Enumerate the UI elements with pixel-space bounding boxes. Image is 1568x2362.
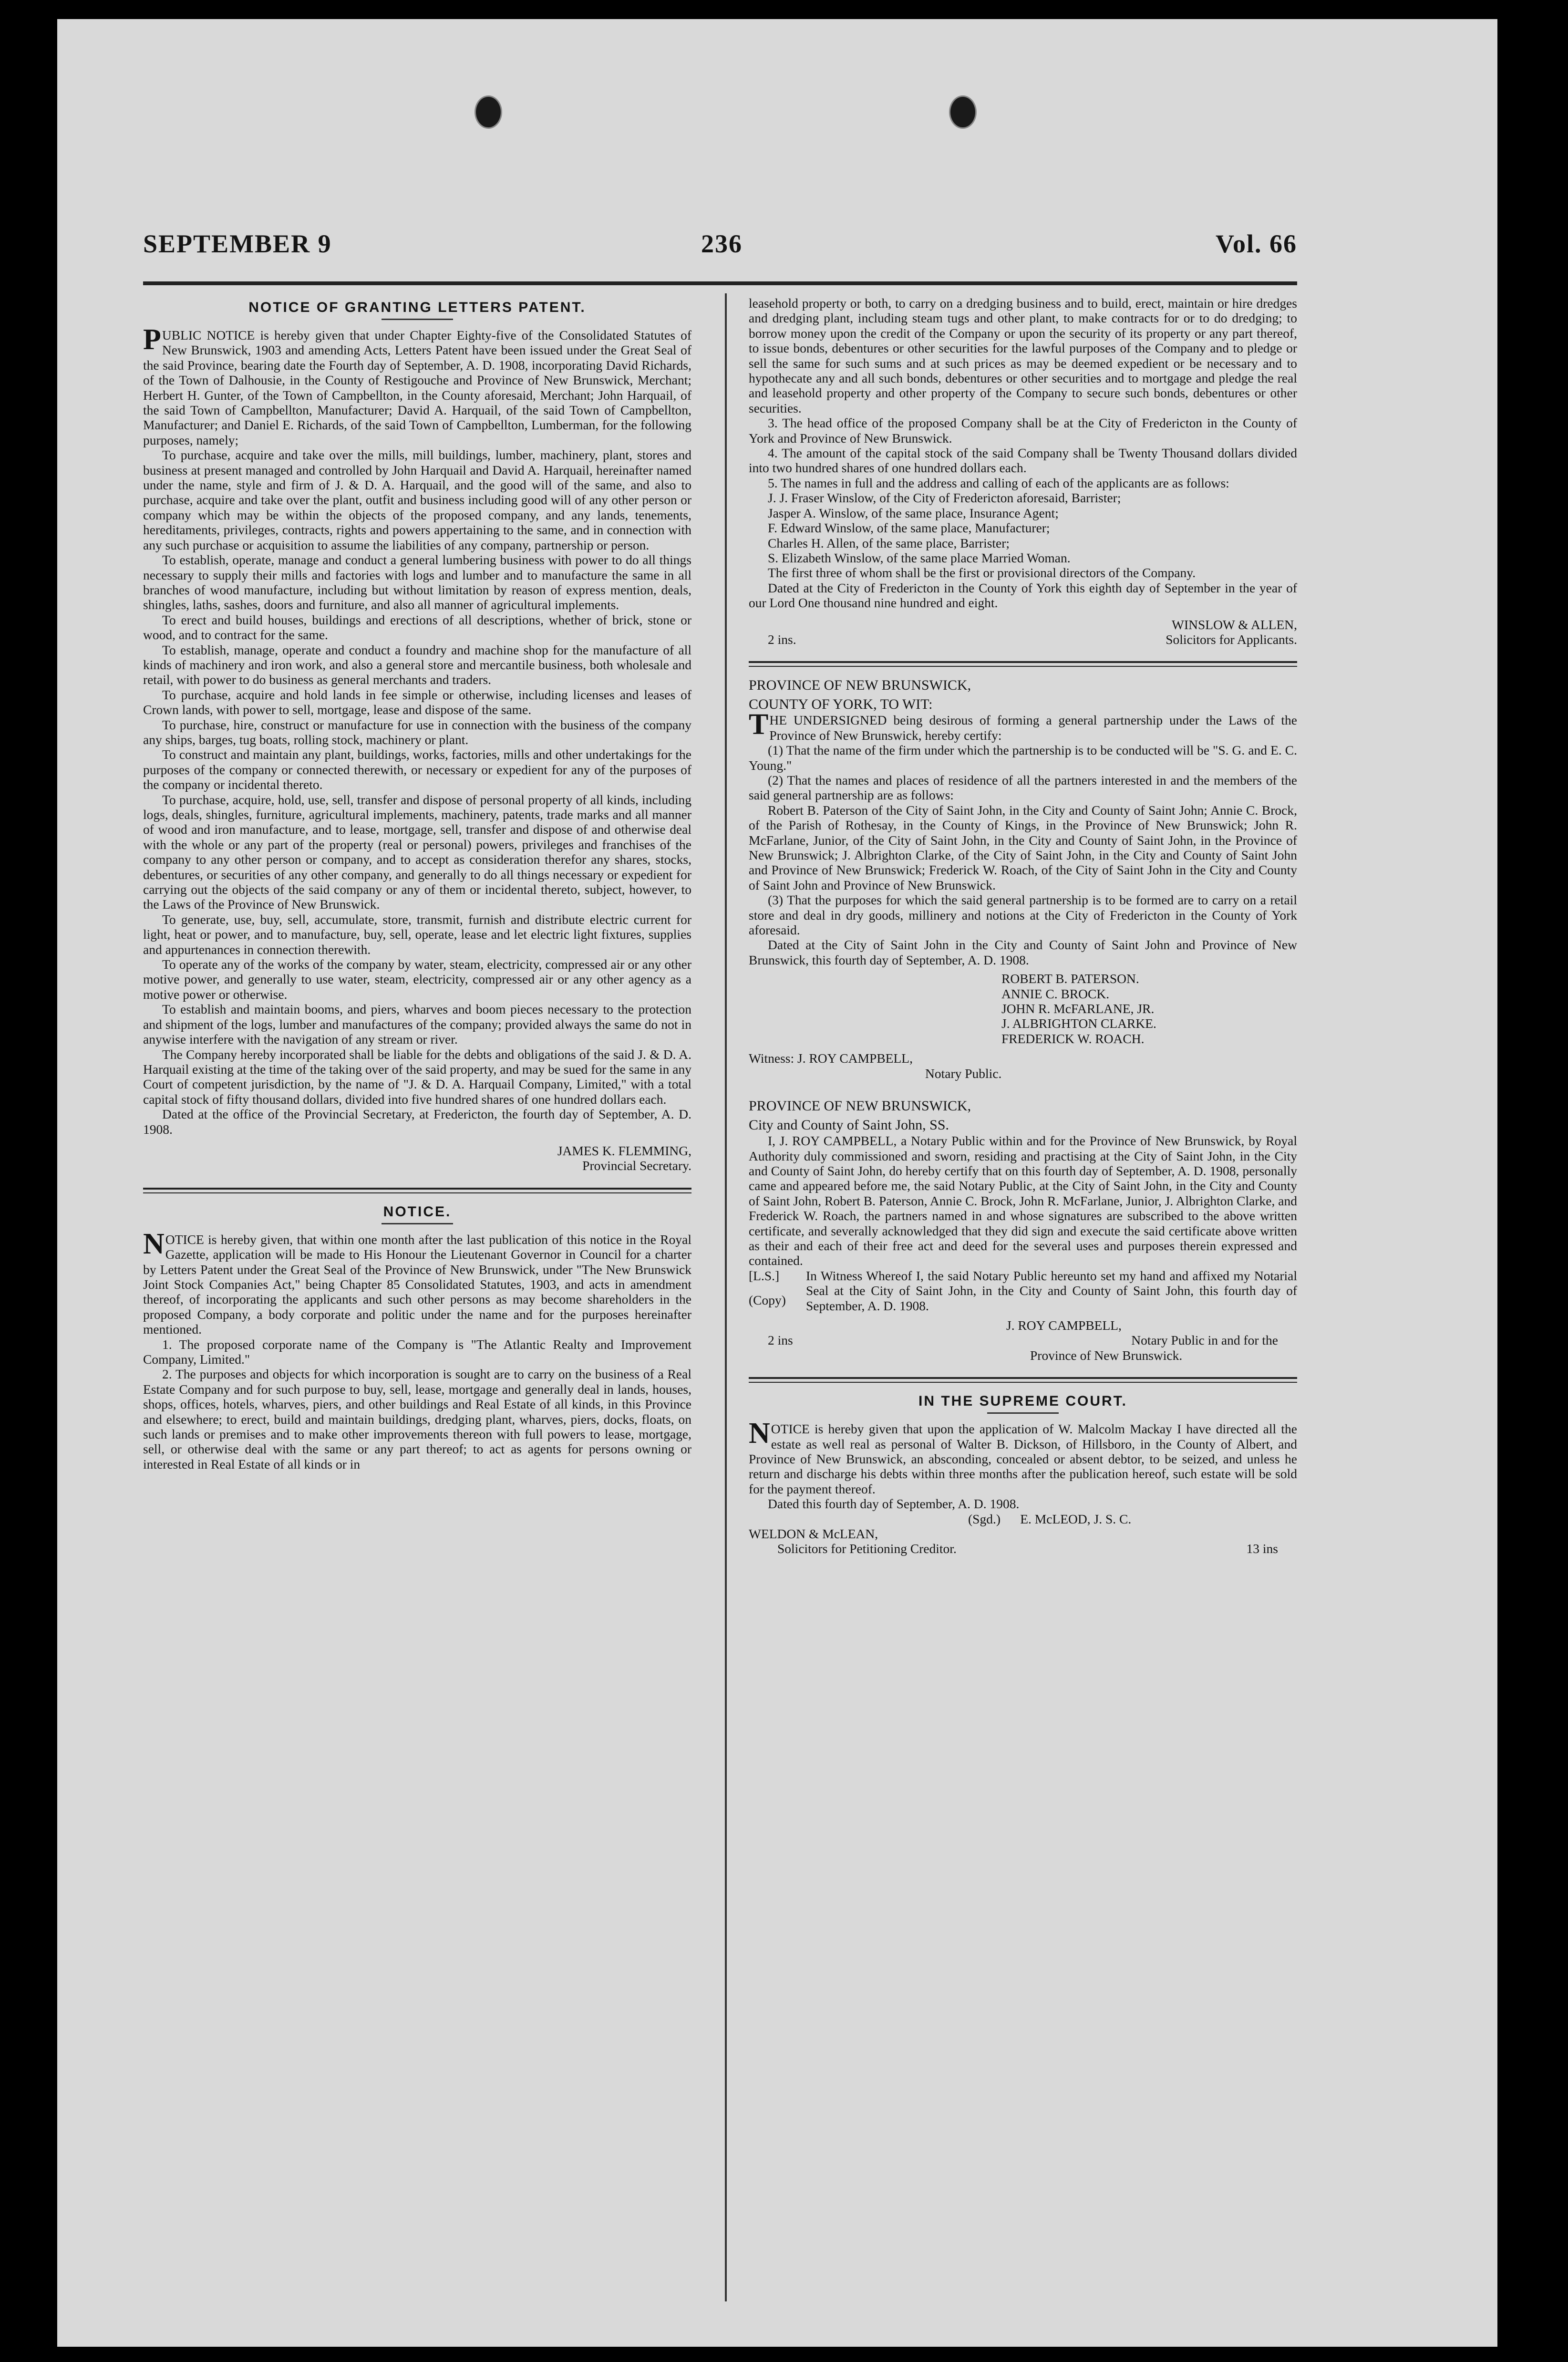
right-column <box>749 296 1297 1556</box>
signature-row <box>749 1333 1297 1347</box>
notice-paragraph: To purchase, acquire and hold lands in fee simple or otherwise, including licenses and leases of Crown lands, with power to sell, mortgage, lease and dispose of the same. <box>143 687 691 717</box>
page-header <box>143 229 1297 267</box>
section-title: IN THE SUPREME COURT. <box>918 1393 1128 1409</box>
signatory-name: ROBERT B. PATERSON. <box>1001 971 1139 986</box>
firm-name: WELDON & McLEAN, <box>749 1526 878 1542</box>
notice-paragraph: (3) That the purposes for which the said general partnership is to be formed are to carry on a retail store and deal in dry goods, millinery and notions at the City of Fredericton in the County of York aforesaid. <box>749 892 1297 938</box>
spacer <box>749 1081 1297 1095</box>
applicant-line: Jasper A. Winslow, of the same place, Insurance Agent; <box>768 505 1059 520</box>
notice-paragraph: (2) That the names and places of residence of all the partners interested in and the members of the said general partnership are as follows: <box>749 772 1297 803</box>
applicant-line: J. J. Fraser Winslow, of the City of Fredericton aforesaid, Barrister; <box>768 490 1121 506</box>
notice-paragraph: 3. The head office of the proposed Company shall be at the City of Fredericton in the County of York and Province of New Brunswick. <box>749 415 1297 445</box>
header-rule <box>143 281 1297 285</box>
insertion-count: 2 ins. <box>768 632 796 647</box>
title-rule <box>382 1223 453 1224</box>
dated-line: Dated this fourth day of September, A. D. 1908. <box>768 1496 1020 1512</box>
firm-title: Solicitors for Petitioning Creditor. <box>777 1541 957 1556</box>
notice-paragraph: The first three of whom shall be the first or provisional directors of the Company. <box>768 565 1196 580</box>
column-divider <box>725 293 727 2301</box>
insertion-count: 13 ins <box>1246 1541 1278 1556</box>
seal-labels <box>749 1268 796 1313</box>
insertion-count: 2 ins <box>768 1333 793 1348</box>
notice-paragraph: (1) That the name of the firm under which the partnership is to be conducted will be "S. G. and E. C. Young." <box>749 743 1297 773</box>
notice-paragraph: The Company hereby incorporated shall be liable for the debts and obligations of the said J. & D. A. Harquail existing at the time of the taking over of the said property, and may be sued for the same in any Court of competent jurisdiction, by the name of "J. & D. A. Harquail Company, Limited," with a total capital stock of fifty thousand dollars, divided into five hundred shares of one hundred dollars each. <box>143 1046 691 1107</box>
court-paragraph: NOTICE is hereby given that upon the application of W. Malcolm Mackay I have directed all the estate as well real as personal of Walter B. Dickson, of Hillsboro, in the County of Albert, and Province of New Brunswick, an absconding, concealed or absent debtor, to be seized, and unless he return and discharge his debts within three months after the publication hereof, such estate will be sold for the payment thereof. <box>749 1417 1297 1496</box>
signature-row <box>749 1541 1297 1556</box>
notice-paragraph: To purchase, acquire and take over the mills, mill buildings, lumber, machinery, plant, stores and business at present managed and controlled by John Harquail and David A. Harquail, hereinafter named under the name, style and firm of J. & D. A. Harquail, and the good will of the same, and also to purchase, acquire and take over the plant, outfit and business including good will of any other person or company which may be within the objects of the proposed company, and any lands, tenements, hereditaments, privileges, contracts, rights and powers appertaining to the same, and in connection with any such purchase or acquisition to assume the liabilities of any company, partnership or person. <box>143 447 691 552</box>
notice-paragraph: PUBLIC NOTICE is hereby given that under Chapter Eighty-five of the Consolidated Statutes of New Brunswick, 1903 and amending Acts, Letters Patent have been issued under the Great Seal of the said Province, bearing date the Fourth day of September, A. D. 1908, incorporating David Richards, of the Town of Dalhousie, in the County of Restigouche and Province of New Brunswick, Merchant; Herbert H. Gunter, of the Town of Campbellton, in the County aforesaid, Merchant; John Harquail, of the said Town of Campbellton, Manufacturer; David A. Harquail, of the said Town of Campbellton, Manufacturer; and Daniel E. Richards, of the said Town of Campbellton, Lumberman, for the following purposes, namely; <box>143 323 691 447</box>
section-rule <box>749 1377 1297 1383</box>
notice-paragraph: To generate, use, buy, sell, accumulate, store, transmit, furnish and distribute electric current for light, heat or power, and to manufacture, buy, sell, operate, lease and let electric light fixtures, supplies and appurtenances in connection therewith. <box>143 912 691 957</box>
copy-label: (Copy) <box>749 1293 786 1308</box>
volume-number: Vol. 66 <box>1215 229 1297 258</box>
applicant-line: S. Elizabeth Winslow, of the same place Married Woman. <box>768 550 1071 565</box>
left-column <box>143 296 691 1471</box>
notice-paragraph: 5. The names in full and the address and calling of each of the applicants are as follows: <box>768 475 1229 490</box>
notice-paragraph: Dated at the office of the Provincial Secretary, at Fredericton, the fourth day of September, A. D. 1908. <box>143 1107 691 1137</box>
province-heading: PROVINCE OF NEW BRUNSWICK, <box>749 677 971 694</box>
witness-title: Notary Public. <box>925 1066 1002 1081</box>
notice-paragraph: THE UNDERSIGNED being desirous of forming a general partnership under the Laws of the Province of New Brunswick, hereby certify: <box>749 708 1297 743</box>
notice-paragraph: 4. The amount of the capital stock of the said Company shall be Twenty Thousand dollars divided into two hundred shares of one hundred dollars each. <box>749 445 1297 476</box>
section-title: NOTICE OF GRANTING LETTERS PATENT. <box>248 300 586 315</box>
section-rule <box>143 1188 691 1193</box>
signer-name: JAMES K. FLEMMING, <box>557 1143 691 1158</box>
notice-paragraph: To establish, manage, operate and conduct a foundry and machine shop for the manufacture of all kinds of machinery and iron work, and also a general store and mercantile business, both wholesale and retail, with power to do business as general merchants and traders. <box>143 642 691 687</box>
notice-paragraph: To operate any of the works of the company by water, steam, electricity, compressed air or any other motive power, and generally to use water, steam, electricity, compressed air or any other agency as a motive power or otherwise. <box>143 957 691 1002</box>
signatory-name: JOHN R. McFARLANE, JR. <box>1001 1001 1155 1016</box>
notice-paragraph: 1. The proposed corporate name of the Company is "The Atlantic Realty and Improvement Company, Limited." <box>143 1336 691 1367</box>
section-rule <box>749 661 1297 667</box>
notice-paragraph: Robert B. Paterson of the City of Saint John, in the City and County of Saint John; Annie C. Brock, of the Parish of Rothesay, in the County of Kings, in the Province of New Brunswick; John R. McFarlane, Junior, of the City of Saint John, in the City and County of Saint John, in the Province of New Brunswick; J. Albrighton Clarke, of the City of Saint John, in the City and County of Saint John and Province of New Brunswick; Frederick W. Roach, of the City of Saint John in the City and County of Saint John and Province of New Brunswick. <box>749 802 1297 892</box>
signatory-name: ANNIE C. BROCK. <box>1001 986 1110 1001</box>
judge-signature <box>749 1512 1297 1526</box>
seal-row <box>749 1268 1297 1313</box>
title-rule <box>382 319 453 320</box>
notice-paragraph: leasehold property or both, to carry on a dredging business and to build, erect, maintain or hire dredges and dredging plant, including steam tugs and other plant, to make contracts for or to do dredging; to borrow money upon the credit of the Company or upon the security of its property or any part thereof, to issue bonds, debentures or other securities for the lawful purposes of the Company and to pledge or sell the same for such sums and at such prices as may be deemed expedient or be necessary and to hypothecate any and all such bonds, debentures or other securities and to mortgage and pledge the real and leasehold property and other property of the Company to secure such bonds, debentures or other securities. <box>749 296 1297 415</box>
signer-title: Provincial Secretary. <box>582 1158 691 1173</box>
notice-paragraph: To purchase, hire, construct or manufacture for use in connection with the business of the company any ships, barges, tug boats, rolling stock, machinery or plant. <box>143 717 691 747</box>
signer-name: J. ROY CAMPBELL, <box>1006 1317 1122 1333</box>
notice-paragraph: To establish and maintain booms, and piers, wharves and boom pieces necessary to the protection and shipment of the logs, lumber and manufactures of the company; provided always the same do not in anywise interfere with the navigation of any stream or river. <box>143 1002 691 1047</box>
signatory-name: J. ALBRIGHTON CLARKE. <box>1001 1016 1156 1031</box>
signature-row <box>749 632 1297 647</box>
notice-paragraph: 2. The purposes and objects for which incorporation is sought are to carry on the business of a Real Estate Company and for such purpose to buy, sell, lease, mortgage and generally deal in lands, houses, shops, offices, hotels, wharves, piers, and other buildings and Real Estate of all kinds, in this Province and elsewhere; to erect, build and maintain buildings, dredging plant, wharves, piers, docks, floats, on such lands or premises and to make other improvements thereon with full powers to lease, mortgage, sell, or otherwise deal with the same or any part thereof; to act as agents for persons owning or interested in Real Estate of all kinds or in <box>143 1367 691 1471</box>
judge-name: E. McLEOD, J. S. C. <box>1020 1511 1132 1526</box>
notice-paragraph: To purchase, acquire, hold, use, sell, transfer and dispose of personal property of all kinds, including logs, deals, shingles, furniture, agricultural implements, machinery, patents, trade marks and all manner of wood and iron manufacture, and to lease, mortgage, sell, transfer and dispose of and otherwise deal with the whole or any part of the property (real or personal) powers, privileges and franchises of the company to any other person or company, and to accept as consideration therefor any shares, stocks, debentures, or securities of any other company, and generally to do all things necessary or expedient for carrying out the objects of the said company or any of them or incidental thereto, subject, however, to the Laws of the Province of New Brunswick. <box>143 792 691 912</box>
notice-paragraph: Dated at the City of Saint John in the City and County of Saint John and Province of New Brunswick, this fourth day of September, A. D. 1908. <box>749 937 1297 967</box>
signer-title: Province of New Brunswick. <box>1030 1347 1183 1363</box>
witness-line: Witness: J. ROY CAMPBELL, <box>749 1051 913 1066</box>
seal-label: [L.S.] <box>749 1268 780 1283</box>
applicant-line: F. Edward Winslow, of the same place, Manufacturer; <box>768 520 1050 536</box>
notary-paragraph: I, J. ROY CAMPBELL, a Notary Public within and for the Province of New Brunswick, by Royal Authority duly commissioned and sworn, residing and practising at the City of Saint John, in the City and County of Saint John, do hereby certify that on this fourth day of September, A. D. 1908, personally came and appeared before me, the said Notary Public, at the City of Saint John, in the City and County of Saint John, Robert B. Paterson, Annie C. Brock, John R. McFarlane, Junior, J. Albrighton Clarke, and Frederick W. Roach, the partners named in and whose signatures are subscribed to the above written certificate, and severally acknowledged that they did sign and execute the said certificate above written as their and each of their free act and deed for the several uses and purposes therein expressed and contained. <box>749 1133 1297 1268</box>
applicant-line: Charles H. Allen, of the same place, Barrister; <box>768 535 1010 550</box>
county-heading: City and County of Saint John, SS. <box>749 1117 949 1133</box>
signer-name: WINSLOW & ALLEN, <box>1172 617 1297 632</box>
spacer <box>749 1283 796 1293</box>
punch-hole <box>475 95 502 129</box>
signatory-name: FREDERICK W. ROACH. <box>1001 1031 1145 1046</box>
page-number: 236 <box>701 229 743 258</box>
notice-paragraph: NOTICE is hereby given, that within one month after the last publication of this notice in the Royal Gazette, application will be made to His Honour the Lieutenant Governor in Council for a charter by Letters Patent under the Great Seal of the Province of New Brunswick, under "The New Brunswick Joint Stock Companies Act," being Chapter 85 Consolidated Statutes, 1903, and acts in amendment thereof, of incorporating the applicants and such other persons as may become shareholders in the proposed Company, a body corporate and politic under the name and for the purposes hereinafter mentioned. <box>143 1227 691 1337</box>
province-heading: PROVINCE OF NEW BRUNSWICK, <box>749 1098 971 1114</box>
notice-paragraph: Dated at the City of Fredericton in the County of York this eighth day of September in the year of our Lord One thousand nine hundred and eight. <box>749 580 1297 611</box>
notice-paragraph: To erect and build houses, buildings and erections of all descriptions, whether of brick, stone or wood, and to contract for the same. <box>143 612 691 642</box>
notice-paragraph: To construct and maintain any plant, buildings, works, factories, mills and other undertakings for the purposes of the company or connected therewith, or necessary or expedient for any of the purposes of the company or incidental thereto. <box>143 747 691 792</box>
header-date: SEPTEMBER 9 <box>143 229 332 258</box>
punch-hole <box>949 95 977 129</box>
signatories-list <box>749 971 1297 1046</box>
sgd-label: (Sgd.) <box>968 1511 1001 1526</box>
notice-paragraph: To establish, operate, manage and conduct a general lumbering business with power to do all things necessary to supply their mills and factories with logs and lumber and to manufacture the same in all branches of wood manufacture, including but without limitation by reason of express mention, deals, shingles, laths, sashes, doors and furniture, and also all manner of agricultural implements. <box>143 552 691 612</box>
witness-whereof: In Witness Whereof I, the said Notary Public hereunto set my hand and affixed my Notarial Seal at the City of Saint John, in the City and County of Saint John, this fourth day of September, A. D. 1908. <box>806 1268 1297 1313</box>
title-rule <box>987 1412 1059 1414</box>
county-heading: COUNTY OF YORK, TO WIT: <box>749 696 933 713</box>
section-title: NOTICE. <box>383 1203 452 1220</box>
signer-title: Solicitors for Applicants. <box>1166 632 1297 647</box>
signer-title: Notary Public in and for the <box>1131 1333 1278 1348</box>
